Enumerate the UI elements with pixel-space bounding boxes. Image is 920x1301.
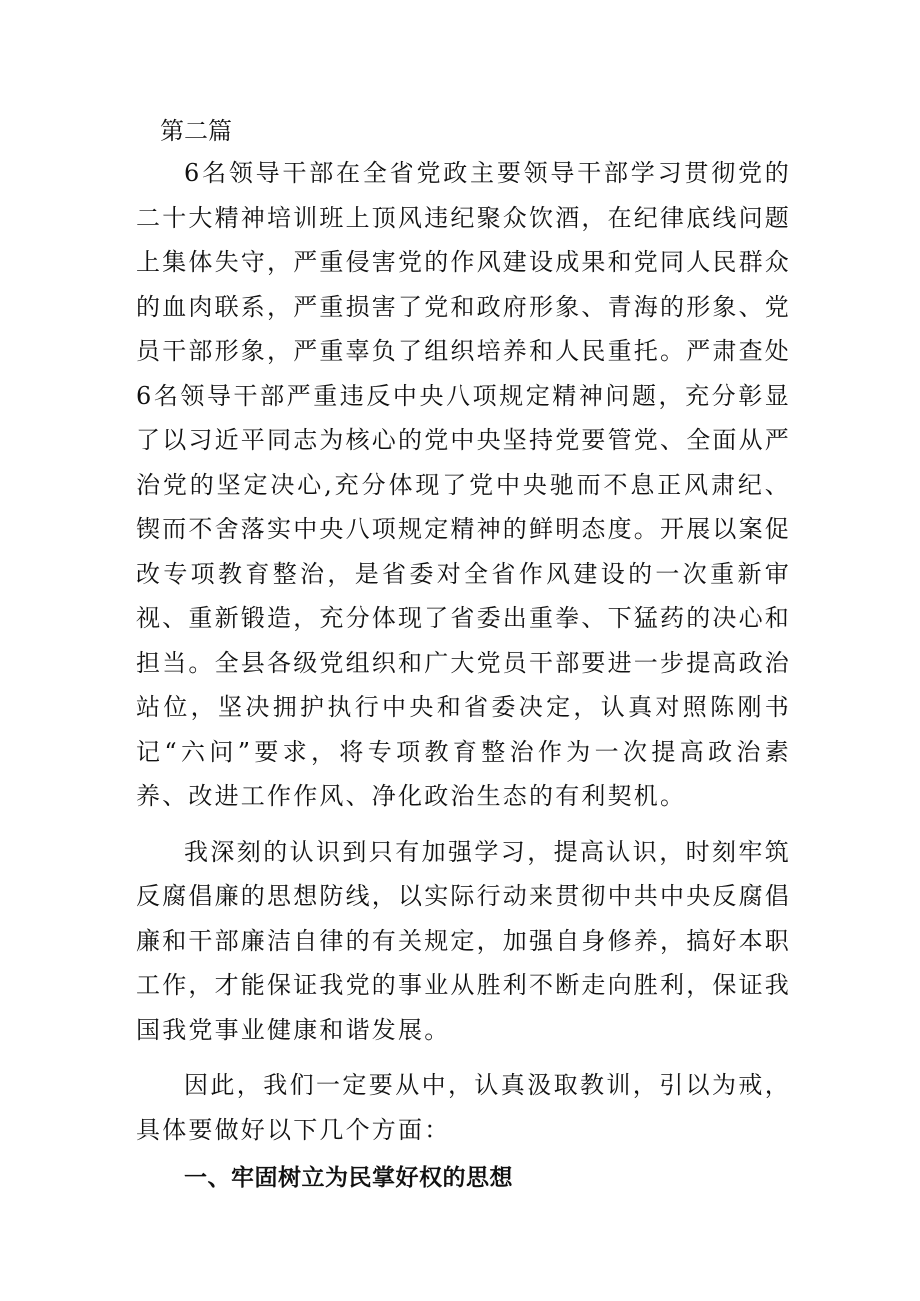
section-title: 一、牢固树立为民掌好权的思想 <box>184 1165 513 1191</box>
paragraph-1: 6名领导干部在全省党政主要领导干部学习贯彻党的二十大精神培训班上顶风违纪聚众饮酒，在纪律底线问题上集体失守，严重侵害党的作风建设成果和党同人民群众的血肉联系，严重损害了党和政府形象、青海的形象、党员干部形象，严重辜负了组织培养和人民重托。严肃查处6名领导干部严重违反中央八项规定精神问题，充分彰显了以习近平同志为核心的党中央坚持党要管党、全面从严治党的坚定决心,充分体现了党中央驰而不息正风肃纪、锲而不舍落实中央八项规定精神的鲜明态度。开展以案促改专项教育整治，是省委对全省作风建设的一次重新审视、重新锻造，充分体现了省委出重拳、下猛药的决心和担当。全县各级党组织和广大党员干部要进一步提高政治站位，坚决拥护执行中央和省委决定，认真对照陈刚书记“六问”要求，将专项教育整治作为一次提高政治素养、改进工作作风、净化政治生态的有利契机。 <box>136 159 791 810</box>
paragraph-2: 我深刻的认识到只有加强学习，提高认识，时刻牢筑反腐倡廉的思想防线，以实际行动来贯彻中共中央反腐倡廉和干部廉洁自律的有关规定，加强自身修养，搞好本职工作，才能保证我党的事业从胜利不断走向胜利，保证我国我党事业健康和谐发展。 <box>136 837 791 1044</box>
document-heading: 第二篇 <box>160 117 232 145</box>
document-body <box>136 112 791 1198</box>
paragraph-3: 因此，我们一定要从中，认真汲取教训，引以为戒，具体要做好以下几个方面： <box>136 1071 791 1144</box>
